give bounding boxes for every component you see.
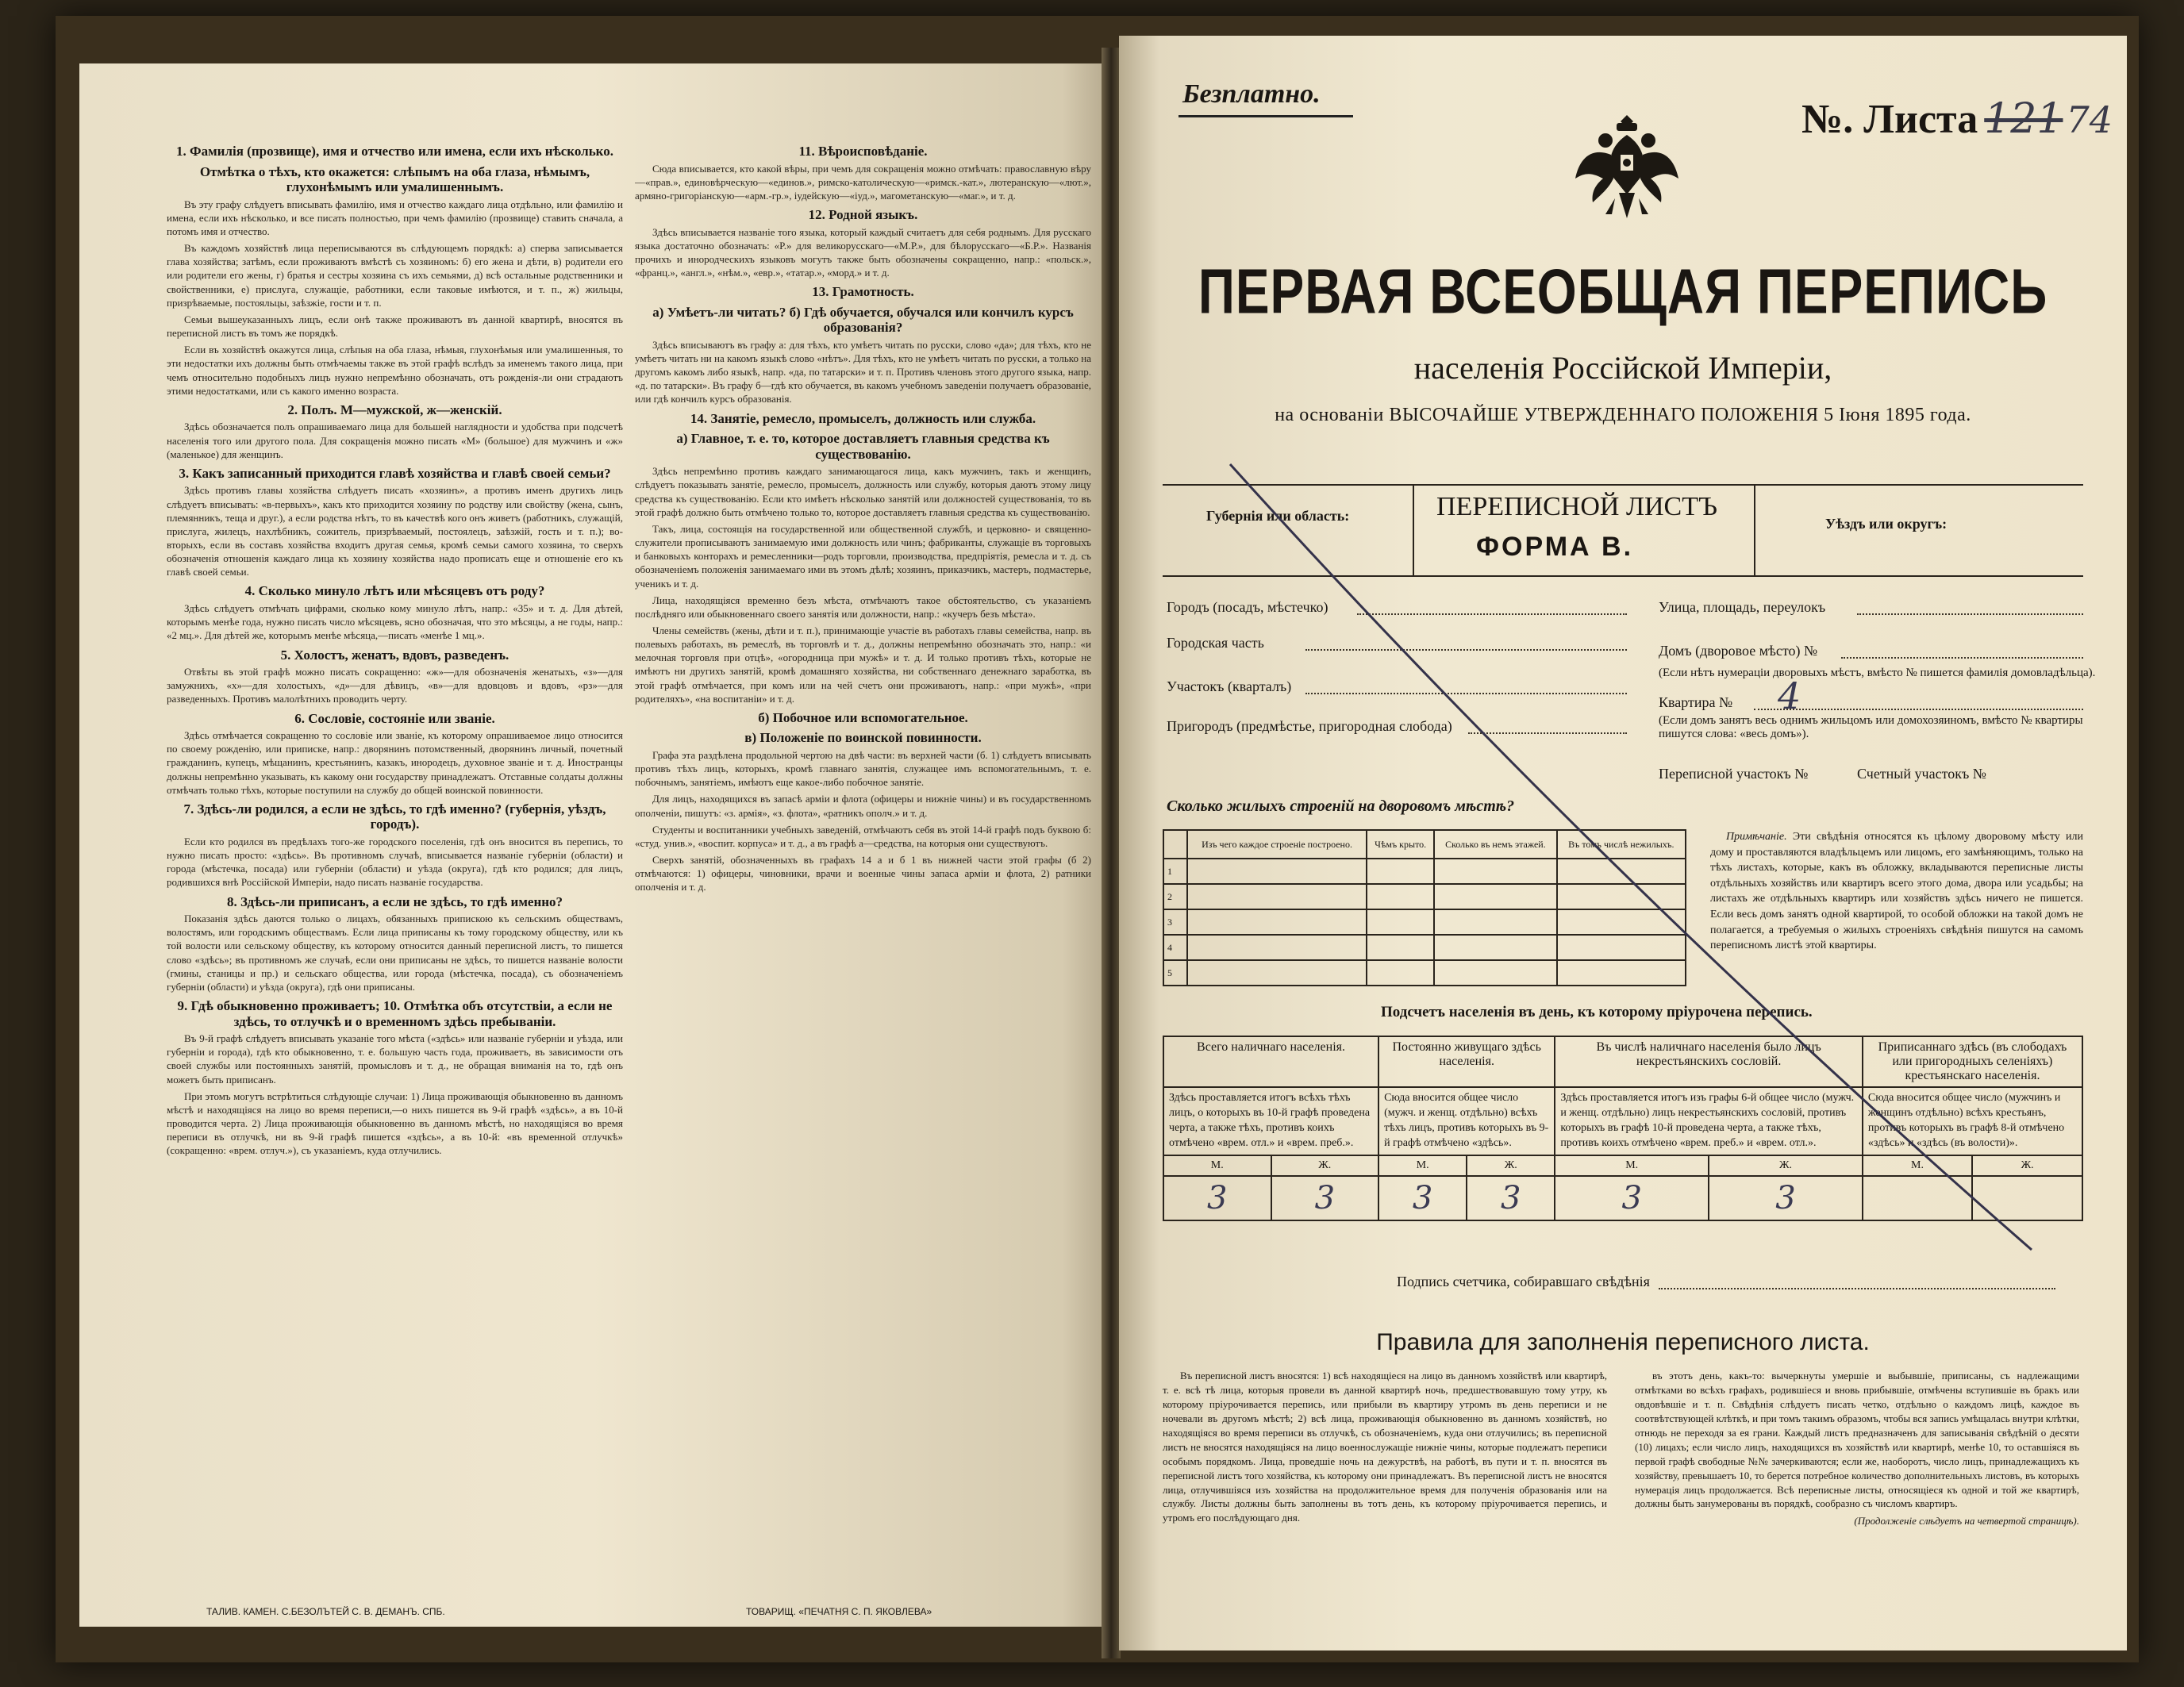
female-column-label: Ж. (1467, 1155, 1555, 1176)
section-paragraph: Здѣсь противъ главы хозяйства слѣдуетъ писать «хозяинъ», а противъ именъ другихъ лицъ слѣдуетъ вписывать: «в-первыхъ», какъ кто приходится хозяину по родству или свойству (жена, сынъ, племянникъ, теща и друг.), а если родства нѣтъ, то въ качествѣ кого онъ живетъ (работникъ, служащій, прислуга, жилецъ, нахлѣбникъ, сожитель, призрѣваемый, постоялецъ, заѣзжій, гость и т. п.); во-вторыхъ, если въ составъ хозяйства входитъ другая семья, кромѣ семьи самого хозяина, то сверхъ обозначенія отношенія каждаго лица къ хозяину хозяйства надо прописать еще и отношеніе его къ главѣ своей семьи. (167, 484, 623, 578)
apartment-label: Квартира № (1659, 694, 1733, 710)
precinct-label: Участокъ (кварталъ) (1167, 678, 1292, 694)
section-paragraph: При этомъ могутъ встрѣтиться слѣдующіе случаи: 1) Лица проживающія обыкновенно въ данномъ мѣстѣ и находящіяся на лицо во время переписи,—о нихъ пишется въ 9-й графѣ «здѣсь», а въ 10-й проводится черта. 2) Лица проживающія обыкновенно въ данномъ мѣстѣ, но находящіяся во время переписи въ отлучкѣ, ни въ 9-й графѣ пишется «здѣсь», а въ 10-й: «въ временной отлучкѣ» (сокращенно: «врем. отлуч.»), съ указаніемъ, куда отлучились. (167, 1089, 623, 1157)
section-paragraph: Для лицъ, находящихся въ запасѣ арміи и флота (офицеры и нижніе чины) и въ государственномъ ополченіи, пишутъ: «з. армія», «з. флота», «ратникъ ополч.» и т. д. (635, 793, 1091, 819)
apartment-note: (Если домъ занятъ весь однимъ жильцомъ или домохозяиномъ, вмѣсто № квартиры пишутся слова: «весь домъ»). (1659, 714, 2083, 740)
dwellings-row-number: 5 (1163, 960, 1187, 986)
population-value-cell[interactable]: 3 (1271, 1176, 1379, 1220)
section-paragraph: Въ эту графу слѣдуетъ вписывать фамилію, имя и отчество каждаго лица отдѣльно, или фамилію и имена, если ихъ нѣсколько, и все писать полностью, при чемъ фамилію (прозвище) ставить сначала, а потомъ имя и отчество. (167, 198, 623, 237)
section-heading: а) Главное, т. е. то, которое доставляетъ главныя средства къ существованію. (676, 431, 1050, 462)
header-top-rule (1163, 484, 2083, 486)
population-header-cell: Въ числѣ наличнаго населенія было лицъ некрестьянскихъ сословій. (1555, 1036, 1863, 1087)
male-column-label: М. (1555, 1155, 1709, 1176)
dwellings-header-cell: Изъ чего каждое строеніе построено. (1187, 830, 1367, 859)
house-note: (Если нѣтъ нумераціи дворовыхъ мѣстъ, вмѣсто № пишется фамилія домовладѣльца). (1659, 667, 2096, 679)
section-paragraph: Если кто родился въ предѣлахъ того-же городского поселенія, гдѣ онъ вносится въ перепись, то нужно писать просто: «здѣсь». Въ противномъ случаѣ, вписывается названіе губерніи (области) и города (мѣстечка, посада) или губерніи (области) и уѣзда (округа), гдѣ кто родился; для лицъ, родившихся внѣ Россійской Имперіи, надо писать названіе государства. (167, 835, 623, 889)
section-heading: а) Умѣетъ-ли читать? б) Гдѣ обучается, обучался или кончилъ курсъ образованія? (652, 304, 1074, 336)
sheet-number-label: №. Листа (1801, 97, 1978, 142)
sheet-number (1801, 95, 2113, 143)
census-title: ПЕРВАЯ ВСЕОБЩАЯ ПЕРЕПИСЬ (1198, 256, 2048, 327)
header-bottom-rule (1163, 575, 2083, 577)
section-paragraph: Здѣсь непремѣнно противъ каждаго занимающагося лица, какъ мужчинъ, такъ и женщинъ, слѣдуетъ показывать занятіе, ремесло, промыселъ, должность или службу, которыя даютъ этому лицу средства къ существованію. Если кто имѣетъ нѣсколько занятій или должностей существованія, то въ этой графѣ должно быть отмѣчено только то, которое доставляетъ главныя средства къ существованію. (635, 465, 1091, 518)
precinct-field[interactable] (1305, 693, 1627, 694)
population-value-cell[interactable]: 3 (1467, 1176, 1555, 1220)
section-paragraph: Сверхъ занятій, обозначенныхъ въ графахъ 14 а и б 1 въ нижней части этой графы (б 2) отмѣчаются: 1) офицеры, чиновники, врачи и военные чины запаса арміи и флота, 2) ратники ополченія и т. д. (635, 854, 1091, 893)
dwellings-cell[interactable] (1187, 884, 1367, 909)
form-title: ПЕРЕПИСНОЙ ЛИСТЪ (1436, 492, 1718, 521)
sheet-number-struck: 121 (1984, 95, 2063, 143)
dwellings-cell[interactable] (1367, 935, 1434, 960)
suburb-label: Пригородъ (предмѣстье, пригородная слобода) (1167, 718, 1452, 734)
section-heading: 13. Грамотность. (812, 284, 914, 300)
section-paragraph: Здѣсь обозначается полъ опрашиваемаго лица для большей наглядности и удобства при подсчетѣ населенія того или другого пола. Для сокращенія можно писать «М» (большое) для мужчинъ и «ж» (маленькое) для женщинъ. (167, 421, 623, 460)
population-description-cell: Сюда вносится общее число (мужчинъ и женщинъ отдѣльно) всѣхъ крестьянъ, противъ которыхъ въ графѣ 8-й отмѣчено «здѣсь» и «здѣсь (въ волости)». (1863, 1087, 2082, 1155)
population-description-cell: Здѣсь проставляется итогъ всѣхъ тѣхъ лицъ, о которыхъ въ 10-й графѣ проведена черта, а также тѣхъ, противъ коихъ отмѣчено «врем. отл.» и «врем. преб.». (1163, 1087, 1378, 1155)
section-heading: 4. Сколько минуло лѣтъ или мѣсяцевъ отъ роду? (244, 583, 545, 599)
population-header-cell: Приписаннаго здѣсь (въ слободахъ или пригородныхъ селеніяхъ) крестьянскаго населенія. (1863, 1036, 2082, 1087)
section-heading: 14. Занятіе, ремесло, промыселъ, должность или служба. (690, 410, 1036, 426)
right-page (1119, 36, 2127, 1650)
section-heading: Отмѣтка о тѣхъ, кто окажется: слѣпымъ на оба глаза, нѣмымъ, глухонѣмымъ или умалишеннымъ. (199, 163, 590, 195)
note-text: Эти свѣдѣнія относятся къ цѣлому дворовому мѣсту или дому и проставляются владѣльцемъ или лицомъ, его замѣняющимъ, только на тѣхъ листахъ, которые, какъ въ обложку, вкладываются переписные листы отдѣльныхъ хозяйствъ или квартиръ всего этого дома, двора или усадьбы; на листахъ же отдѣльныхъ квартиръ или хозяйствъ здѣсь ничего не пишется. Если весь домъ занятъ одной квартирой, то особой обложки на такой домъ не полагается, а требуемыя о жилыхъ строеніяхъ свѣдѣнія пишутся на самомъ переписномъ листѣ этой квартиры. (1710, 831, 2084, 952)
header-divider-right (1754, 484, 1755, 575)
population-count-title: Подсчетъ населенія въ день, къ которому пріурочена перепись. (1381, 1004, 1813, 1020)
suburb-field[interactable] (1468, 732, 1627, 734)
apartment-value: 4 (1778, 674, 1801, 717)
census-legal-basis: на основаніи ВЫСОЧАЙШЕ УТВЕРЖДЕННАГО ПОЛОЖЕНІЯ 5 Іюня 1895 года. (1275, 405, 1971, 425)
rules-column-2 (1635, 1369, 2079, 1528)
dwellings-row (1163, 859, 1686, 884)
section-heading: 2. Полъ. М—мужской, ж—женскій. (287, 402, 502, 417)
census-subtitle: населенія Россійской Имперіи, (1413, 350, 1832, 386)
population-value-cell[interactable]: 3 (1163, 1176, 1271, 1220)
apartment-field[interactable] (1754, 709, 2083, 710)
section-paragraph: Семьи вышеуказанныхъ лицъ, если онѣ также проживаютъ въ данной квартирѣ, вносятся въ переписной листъ въ томъ же порядкѣ. (167, 313, 623, 340)
form-subtitle: ФОРМА В. (1476, 532, 1634, 562)
dwellings-row-number: 2 (1163, 884, 1187, 909)
section-paragraph: Сюда вписывается, кто какой вѣры, при чемъ для сокращенія можно отмѣчать: православную вѣру—«прав.», единовѣрческую—«единов.», римско-католическую—«римск.-кат.», лютеранскую—«лют.», армяно-григоріанскую—«арм.-гр.», іудейскую—«іуд.», магометанскую—«маг.», и т. д. (635, 162, 1091, 202)
section-paragraph: Отвѣты въ этой графѣ можно писать сокращенно: «ж»—для обозначенія женатыхъ, «з»—для замужнихъ, «х»—для холостыхъ, «д»—для дѣвицъ, «в»—для вдовцовъ и вдовъ, «рз»—для разведенныхъ. Противъ малолѣтнихъ проводить черту. (167, 666, 623, 705)
section-paragraph: Если въ хозяйствѣ окажутся лица, слѣпыя на оба глаза, нѣмыя, глухонѣмыя или умалишенныя, то эти недостатки ихъ должны быть отмѣчаемы также въ этой графѣ вслѣдъ за именемъ такого лица, при чемъ относительно подобныхъ лицъ нужно непремѣнно обозначать, отъ рожденія-ли они страдаютъ этими недостатками, или съ какого именно возраста. (167, 344, 623, 397)
population-count-table (1163, 1036, 2083, 1221)
dwellings-cell[interactable] (1434, 960, 1557, 986)
population-header-cell: Всего наличнаго населенія. (1163, 1036, 1378, 1087)
rules-title: Правила для заполненія переписного листа. (1376, 1329, 1870, 1355)
dwellings-header-cell (1163, 830, 1187, 859)
dwellings-cell[interactable] (1557, 935, 1686, 960)
section-paragraph: Здѣсь вписываютъ въ графу а: для тѣхъ, кто умѣетъ читать по русски, слово «да»; для тѣхъ, кто не умѣетъ читать ни на какомъ языкѣ слово «нѣтъ». Для тѣхъ, кто не умѣетъ читать по русски, а только на другомъ какомъ либо языкѣ, напр. «да, по татарски» и т. п. Противъ членовъ этого другого языка, напр. «д. по татарски». Въ графу б—гдѣ кто обучается, въ какомъ учебномъ заведеніи получаетъ образованіе, или гдѣ кончилъ курсъ образованія. (635, 338, 1091, 405)
dwellings-cell[interactable] (1557, 909, 1686, 935)
male-column-label: М. (1378, 1155, 1467, 1176)
male-column-label: М. (1863, 1155, 1972, 1176)
section-heading: 9. Гдѣ обыкновенно проживаетъ; 10. Отмѣтка объ отсутствіи, а если не здѣсь, то отлучкѣ и о временномъ здѣсь пребываніи. (177, 998, 613, 1029)
left-column-1 (167, 139, 623, 1615)
dwellings-cell[interactable] (1557, 960, 1686, 986)
printer-imprint-left: ТАЛИВ. КАМЕН. С.БЕЗОЛЪТЕЙ С. В. ДЕМАНЪ. СПБ. (206, 1606, 445, 1617)
street-field[interactable] (1857, 613, 2083, 615)
open-book (56, 16, 2139, 1662)
dwellings-cell[interactable] (1434, 859, 1557, 884)
dwellings-row-number: 4 (1163, 935, 1187, 960)
free-label: Безплатно. (1182, 79, 1321, 109)
note-title: Примѣчаніе. (1726, 831, 1787, 843)
dwellings-row (1163, 935, 1686, 960)
printer-imprint-middle: ТОВАРИЩ. «ПЕЧАТНЯ С. П. ЯКОВЛЕВА» (746, 1606, 932, 1617)
double-headed-eagle-icon (1567, 99, 1686, 234)
rules-column-2-text: въ этотъ день, какъ-то: вычеркнуты умершіе и выбывшіе, приписаны, съ надлежащими отмѣтками во всѣхъ графахъ, родившіеся и вновь прибывшіе, отмѣчены вступившіе въ бракъ или овдовѣвшіе и т. п. Свѣдѣнія слѣдуетъ писать четко, отдѣльно о каждомъ лицѣ, каждое въ соотвѣтствующей клѣткѣ, и при томъ такимъ образомъ, чтобы вся запись умѣщалась внутри клѣтки, отнюдь не переходя за ея грани. Каждый листъ предназначенъ для записыванія свѣдѣній о десяти (10) лицахъ; если число лицъ, находящихся въ хозяйствѣ или квартирѣ, менѣе 10, то оставшіяся въ первой графѣ свободные №№ зачеркиваются; если же, наоборотъ, число лицъ, принадлежащихъ къ хозяйству, превышаетъ 10, то берется потребное количество дополнительныхъ листовъ, въ которыхъ нумерація лицъ продолжается. Всѣ переписные листы, относящіеся къ одной и той же квартирѣ, должны быть занумерованы въ порядкѣ, сообразно съ числомъ квартиръ. (1635, 1370, 2079, 1510)
dwellings-cell[interactable] (1434, 884, 1557, 909)
book-gutter (1102, 48, 1121, 1658)
street-label: Улица, площадь, переулокъ (1659, 599, 1826, 615)
population-value-cell[interactable] (1972, 1176, 2082, 1220)
section-heading: 6. Сословіе, состояніе или званіе. (294, 710, 495, 726)
dwellings-cell[interactable] (1557, 884, 1686, 909)
population-value-cell[interactable] (1863, 1176, 1972, 1220)
signature-label: Подпись счетчика, собиравшаго свѣдѣнія (1397, 1274, 1650, 1289)
dwellings-question: Сколько жилыхъ строеній на дворовомъ мѣстѣ? (1167, 797, 1515, 815)
sheet-number-value: 74 (2066, 98, 2113, 141)
city-part-label: Городская часть (1167, 635, 1264, 651)
population-value-cell[interactable]: 3 (1555, 1176, 1709, 1220)
dwellings-cell[interactable] (1187, 935, 1367, 960)
section-paragraph: Лица, находящіяся временно безъ мѣста, отмѣчаютъ такое обстоятельство, съ указаніемъ послѣдняго или обыкновеннаго своего занятія или должности, напр.: «кучеръ безъ мѣста». (635, 594, 1091, 620)
dwellings-header-cell: Въ томъ числѣ нежилыхъ. (1557, 830, 1686, 859)
population-value-cell[interactable]: 3 (1709, 1176, 1863, 1220)
section-heading: 7. Здѣсь-ли родился, а если не здѣсь, то гдѣ именно? (губернія, уѣздъ, городъ). (183, 801, 606, 832)
dwellings-row (1163, 884, 1686, 909)
section-paragraph: Такъ, лица, состоящія на государственной или общественной службѣ, и церковно- и священно-служители прописываютъ занимаемую ими должность или чинъ; фабриканты, служащіе въ торговыхъ и банковыхъ конторахъ и ремесленники—родъ торговли, производства, предпріятія, ремесла и т. д. съ обозначеніемъ положенія занимаемаго ими въ этомъ дѣлѣ; хозяинъ, приказчикъ, мастеръ, подмастерье, ученикъ и т. д. (635, 522, 1091, 590)
dwellings-header-cell: Сколько въ немъ этажей. (1434, 830, 1557, 859)
section-paragraph: Члены семействъ (жены, дѣти и т. п.), принимающіе участіе въ работахъ главы семейства, напр. въ полевыхъ работахъ, въ ремеслѣ, въ торговлѣ и т. д., должны непремѣнно обозначать это, напр.: «и мелочная торговля при отцѣ», «огородница при мужѣ» и т. д. И только противъ тѣхъ, которые не имѣютъ ни другихъ занятій, кромѣ домашняго хозяйства, ни собственнаго денежнаго заработка, въ этой графѣ отмѣчается, при комъ или на чей счетъ они проживаютъ, напр.: «при мужѣ», «при родителяхъ», «на воспитаніи» и т. д. (635, 624, 1091, 705)
dwellings-note (1710, 829, 2083, 954)
population-description-cell: Здѣсь проставляется итогъ изъ графы 6-й общее число (мужч. и женщ. отдѣльно) лицъ некрестьянскихъ сословій, противъ которыхъ въ графѣ 10-й проведена черта, а также тѣхъ, противъ коихъ отмѣчено «врем. преб.» и «врем. отл.». (1555, 1087, 1863, 1155)
population-header-cell: Постоянно живущаго здѣсь населенія. (1378, 1036, 1555, 1087)
dwellings-row-number: 1 (1163, 859, 1187, 884)
dwellings-cell[interactable] (1434, 935, 1557, 960)
district-label: Уѣздъ или округъ: (1825, 516, 1948, 532)
section-paragraph: Показанія здѣсь даются только о лицахъ, обязанныхъ припискою къ сельскимъ обществамъ, волостямъ, или городскимъ обществамъ. Если лица приписаны къ тому городскому обществу, или къ той волости или сельскому обществу, къ которому относится данный переписной листъ, то пишется слово «здѣсь»; въ противномъ же случаѣ, если они приписаны не здѣсь, то пишется названіе волости (гмины, станицы и пр.) и сельскаго общества, или города (мѣстечка, посада), съ обозначеніемъ губерніи (области) и уѣзда (округа), гдѣ они приписаны. (167, 913, 623, 993)
section-heading: 3. Какъ записанный приходится главѣ хозяйства и главѣ своей семьи? (179, 465, 611, 481)
female-column-label: Ж. (1271, 1155, 1379, 1176)
house-field[interactable] (1841, 657, 2083, 659)
dwellings-cell[interactable] (1187, 960, 1367, 986)
population-description-cell: Сюда вносится общее число (мужч. и женщ. отдѣльно) всѣхъ тѣхъ лицъ, противъ которыхъ въ 9-й графѣ отмѣчено «здѣсь». (1378, 1087, 1555, 1155)
female-column-label: Ж. (1972, 1155, 2082, 1176)
dwellings-cell[interactable] (1367, 859, 1434, 884)
header-divider-left (1413, 484, 1414, 575)
dwellings-cell[interactable] (1367, 909, 1434, 935)
dwellings-row-number: 3 (1163, 909, 1187, 935)
section-paragraph: Здѣсь отмѣчается сокращенно то сословіе или званіе, къ которому опрашиваемое лицо относится по своему рожденію, или приписке, напр.: дворянинъ потомственный, дворянинъ личный, почетный гражданинъ, купецъ, мѣщанинъ, крестьянинъ, казакъ, инородецъ, духовное званіе и т. д. Иностранцы должны непремѣнно указывать, къ какому они государству принадлежатъ. Отставные солдаты должны отмѣчать только тѣхъ, которые поступили на службу до общей воинской повинности. (167, 729, 623, 796)
dwellings-cell[interactable] (1434, 909, 1557, 935)
population-value-cell[interactable]: 3 (1378, 1176, 1467, 1220)
dwellings-cell[interactable] (1187, 909, 1367, 935)
dwellings-cell[interactable] (1367, 960, 1434, 986)
count-precinct-label: Счетный участокъ № (1857, 766, 1986, 782)
province-label: Губернія или область: (1206, 508, 1350, 524)
city-part-field[interactable] (1305, 649, 1627, 651)
male-column-label: М. (1163, 1155, 1271, 1176)
section-heading: 8. Здѣсь-ли приписанъ, а если не здѣсь, то гдѣ именно? (226, 893, 563, 909)
dwellings-row (1163, 960, 1686, 986)
rules-column-1: Въ переписной листъ вносятся: 1) всѣ находящіеся на лицо въ данномъ хозяйствѣ или квартирѣ, т. е. всѣ тѣ лица, которыя провели въ данной квартирѣ ночь, предшествовавшую тому утру, къ которому пріурочивается перепись, или прибыли въ квартиру утромъ въ день переписи и не ночевали въ другомъ мѣстѣ; 2) всѣ лица, проживающія обыкновенно въ данномъ хозяйствѣ, но находящіяся во время переписи въ отлучкѣ, съ обозначеніемъ, куда они отлучились; въ переписной листъ не вносятся находящіяся на лицо военнослужащіе нижніе чины, которые подлежатъ переписи особымъ порядкомъ. Лица, проведшіе ночь на дежурствѣ, на работѣ, въ пути и т. п. вносятся въ переписной листъ того хозяйства, къ которому они принадлежатъ. Въ переписной листъ не вносятся лица, отлучившіяся изъ хозяйства на продолжительное время для полученія образованія или на службу. Листы должны быть заполнены въ тотъ день, къ которому пріурочивается перепись, и утромъ его послѣдующаго дня. (1163, 1370, 1607, 1524)
section-heading: 11. Вѣроисповѣданіе. (798, 144, 928, 159)
section-paragraph: Здѣсь вписывается названіе того языка, который каждый считаетъ для себя роднымъ. Для русскаго языка достаточно обозначать: «Р.» для великорусскаго—«М.Р.», для бѣлорусскаго—«Б.Р.». Названія прочихъ и инородческихъ языковъ могутъ также быть обозначены сокращенно, напр.: «польск.», «франц.», «англ.», «нѣм.», «евр.», «татар.», «морд.» и т. д. (635, 225, 1091, 279)
section-heading: в) Положеніе по воинской повинности. (744, 730, 982, 746)
section-paragraph: Графа эта раздѣлена продольной чертою на двѣ части: въ верхней части (б. 1) слѣдуетъ вписывать противъ тѣхъ лицъ, которыхъ, кромѣ главнаго занятія, служащее имъ вспомогательнымъ, т. е. побочнымъ, занятіемъ, имѣютъ еще какое-либо побочное занятіе. (635, 749, 1091, 789)
dwellings-header-cell: Чѣмъ крыто. (1367, 830, 1434, 859)
section-heading: 1. Фамилія (прозвище), имя и отчество или имена, если ихъ нѣсколько. (175, 144, 614, 159)
city-label: Городъ (посадъ, мѣстечко) (1167, 599, 1328, 615)
section-paragraph: Въ каждомъ хозяйствѣ лица переписываются въ слѣдующемъ порядкѣ: а) сперва записывается глава хозяйства; затѣмъ, если проживаютъ вмѣстѣ съ хозяиномъ: б) его жена и дѣти, в) родители его или родители его жены, г) братья и сестры хозяина съ ихъ семьями, д) всѣ остальные родственники и свойственники, е) прислуга, служащіе, работники, если таковые имѣются, и т. п., ж) жильцы, призрѣваемые, постояльцы, заѣзжіе, гости и т. п. (167, 242, 623, 309)
section-paragraph: Здѣсь слѣдуетъ отмѣчать цифрами, сколько кому минуло лѣтъ, напр.: «35» и т. д. Для дѣтей, которымъ менѣе года, нужно писать число мѣсяцевъ, ясно обозначая, что это мѣсяцы, а не годы, напр.: «2 мц.». Для дѣтей же, которымъ менѣе мѣсяца,—писать «менѣе 1 мц.». (167, 602, 623, 642)
section-heading: 12. Родной языкъ. (808, 207, 918, 223)
section-heading: 5. Холостъ, женатъ, вдовъ, разведенъ. (280, 647, 509, 663)
signature-field[interactable] (1659, 1288, 2055, 1289)
house-label: Домъ (дворовое мѣсто) № (1659, 643, 1818, 659)
female-column-label: Ж. (1709, 1155, 1863, 1176)
section-paragraph: Въ 9-й графѣ слѣдуетъ вписывать указаніе того мѣста («здѣсь» или названіе губерніи и уѣзда, или губерніи и города), гдѣ кто обыкновенно, т. е. большую часть года, проживаетъ, въ зависимости отъ своей службы или постоянныхъ занятій, промысловъ и т. д., не обращая вниманія на то, гдѣ онъ можетъ быть приписанъ. (167, 1032, 623, 1086)
dwellings-table (1163, 829, 1686, 986)
rules-continued: (Продолженіе слѣдуетъ на четвертой страницѣ). (1854, 1515, 2079, 1528)
city-field[interactable] (1357, 613, 1627, 615)
left-page (79, 63, 1103, 1627)
section-heading: б) Побочное или вспомогательное. (758, 709, 968, 725)
census-precinct-label: Переписной участокъ № (1659, 766, 1809, 782)
section-paragraph: Студенты и воспитанники учебныхъ заведеній, отмѣчаютъ себя въ этой 14-й графѣ подъ буквою б: «студ. унив.», «воспит. корпуса» и т. д., а въ графѣ а—средства, на которыя они существуютъ. (635, 823, 1091, 849)
dwellings-cell[interactable] (1367, 884, 1434, 909)
left-column-2 (635, 139, 1091, 1615)
dwellings-row (1163, 909, 1686, 935)
dwellings-cell[interactable] (1557, 859, 1686, 884)
free-underline (1179, 115, 1353, 117)
dwellings-cell[interactable] (1187, 859, 1367, 884)
